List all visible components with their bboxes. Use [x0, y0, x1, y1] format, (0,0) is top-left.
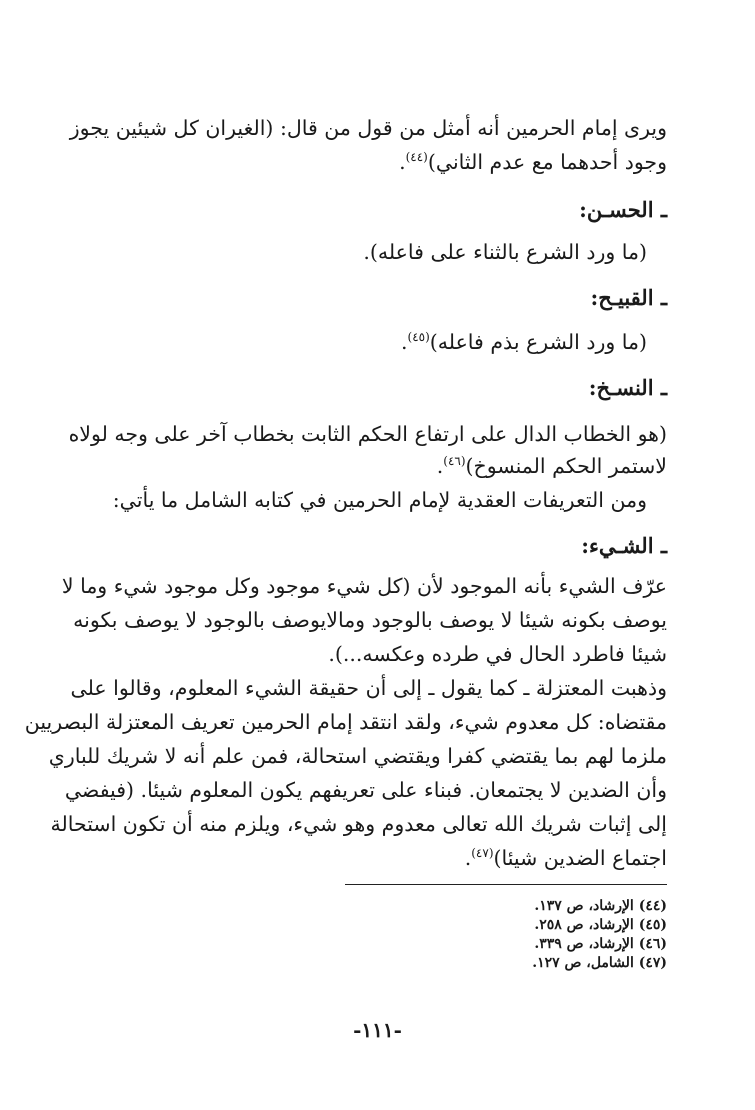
footnote-ref: (٤٥)	[407, 330, 430, 345]
body-line: مقتضاه: كل معدوم شيء، ولقد انتقد إمام الحرمين تعريف المعتزلة البصريين	[24, 710, 667, 734]
footnote-ref: (٤٤)	[405, 150, 428, 165]
footnote: (٤٧) الشامل، ص ١٢٧.	[532, 955, 667, 971]
footnote: (٤٥) الإرشاد، ص ٢٥٨.	[534, 917, 667, 933]
heading-shay: ـ الشـيء:	[581, 533, 667, 558]
definition-naskh: (هو الخطاب الدال على ارتفاع الحكم الثابت بخطاب آخر على وجه لولاه	[68, 422, 667, 446]
heading-qabih: ـ القبيـح:	[590, 285, 667, 310]
definition-qabih	[401, 328, 647, 356]
heading-naskh: ـ النسـخ:	[588, 375, 667, 400]
line-end: .	[436, 454, 444, 478]
body-line: ملزما لهم بما يقتضي كفرا ويقتضي استحالة، فمن علم أنه لا شريك للباري	[48, 744, 667, 768]
definition-hasan: (ما ورد الشرع بالثناء على فاعله).	[363, 240, 647, 264]
line-text: وجود أحدهما مع عدم الثاني)	[427, 150, 667, 174]
page-number: -١١١-	[353, 1018, 402, 1042]
intro-line: ومن التعريفات العقدية لإمام الحرمين في كتابه الشامل ما يأتي:	[112, 488, 647, 512]
body-line	[399, 148, 667, 176]
body-line: ويرى إمام الحرمين أنه أمثل من قول من قال: (الغيران كل شيئين يجوز	[69, 116, 667, 140]
footnote-divider	[345, 884, 667, 885]
body-line: إلى إثبات شريك الله تعالى معدوم وهو شيء، ويلزم منه أن تكون استحالة	[50, 812, 667, 836]
line-text: (ما ورد الشرع بذم فاعله)	[429, 330, 647, 354]
footnote-ref: (٤٦)	[443, 454, 466, 469]
footnote: (٤٤) الإرشاد، ص ١٣٧.	[534, 898, 667, 914]
definition-naskh	[437, 452, 667, 480]
body-line: شيئا فاطرد الحال في طرده وعكسه...).	[328, 642, 667, 666]
body-line: وأن الضدين لا يجتمعان. فبناء على تعريفهم يكون المعلوم شيئا. (فيفضي	[64, 778, 667, 802]
body-line	[465, 844, 667, 872]
body-line: عرّف الشيء بأنه الموجود لأن (كل شيء موجود وكل موجود شيء وما لا	[61, 574, 667, 598]
line-end: .	[399, 150, 406, 174]
footnote-ref: (٤٧)	[471, 846, 494, 861]
body-line: يوصف بكونه شيئا لا يوصف بالوجود ومالايوصف بالوجود لا يوصف بكونه	[73, 608, 667, 632]
body-line: وذهبت المعتزلة ـ كما يقول ـ إلى أن حقيقة الشيء المعلوم، وقالوا على	[70, 676, 667, 700]
line-end: .	[464, 846, 472, 870]
heading-hasan: ـ الحسـن:	[579, 197, 667, 222]
line-end: .	[401, 330, 408, 354]
line-text: اجتماع الضدين شيئا)	[493, 846, 667, 870]
footnote: (٤٦) الإرشاد، ص ٣٣٩.	[534, 936, 667, 952]
line-text: لاستمر الحكم المنسوخ)	[465, 454, 667, 478]
